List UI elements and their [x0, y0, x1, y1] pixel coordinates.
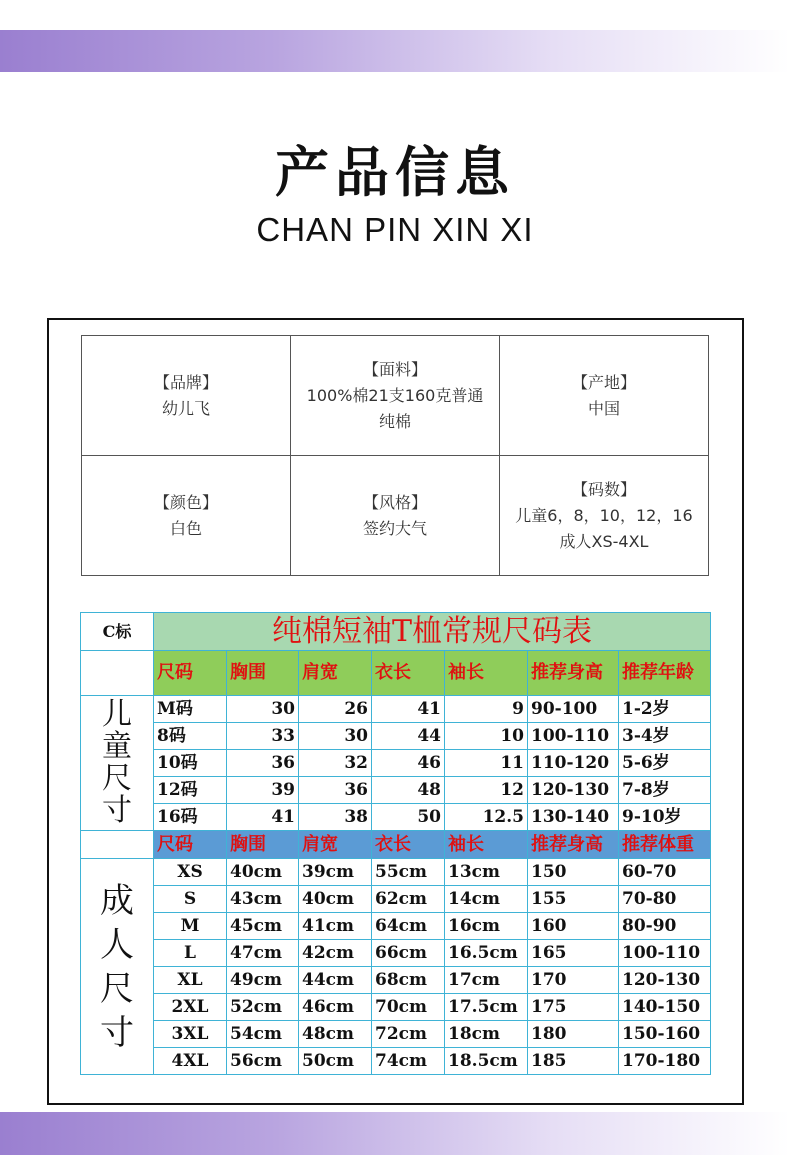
- table-cell: M码: [154, 696, 227, 723]
- table-cell: 9-10岁: [619, 804, 711, 831]
- table-cell: 43cm: [227, 886, 299, 913]
- table-cell: 175: [528, 994, 619, 1021]
- table-cell: 160: [528, 913, 619, 940]
- table-row: [81, 859, 711, 886]
- table-cell: 130-140: [528, 804, 619, 831]
- column-header: 推荐身高: [528, 831, 619, 859]
- table-cell: 17.5cm: [445, 994, 528, 1021]
- table-row: [81, 994, 711, 1021]
- info-label: 【码数】: [571, 479, 636, 499]
- info-row: [82, 456, 709, 576]
- column-header: 推荐体重: [619, 831, 711, 859]
- table-cell: 36: [299, 777, 372, 804]
- info-cell: [500, 336, 709, 456]
- table-cell: 12.5: [445, 804, 528, 831]
- table-cell: 100-110: [619, 940, 711, 967]
- table-cell: 72cm: [372, 1021, 445, 1048]
- info-cell: [82, 456, 291, 576]
- table-cell: 66cm: [372, 940, 445, 967]
- table-cell: 18cm: [445, 1021, 528, 1048]
- info-label: 【面料】: [362, 359, 427, 379]
- info-row: [82, 336, 709, 456]
- table-cell: 40cm: [227, 859, 299, 886]
- table-cell: 41cm: [299, 913, 372, 940]
- column-header: 尺码: [154, 831, 227, 859]
- table-cell: 18.5cm: [445, 1048, 528, 1075]
- column-header: 衣长: [372, 831, 445, 859]
- chart-title: 纯棉短袖T桖常规尺码表: [154, 613, 711, 651]
- column-header: 尺码: [154, 651, 227, 696]
- table-cell: 120-130: [528, 777, 619, 804]
- table-cell: 17cm: [445, 967, 528, 994]
- table-cell: 38: [299, 804, 372, 831]
- table-cell: 16cm: [445, 913, 528, 940]
- table-cell: 41: [227, 804, 299, 831]
- table-cell: 30: [227, 696, 299, 723]
- table-cell: 50: [372, 804, 445, 831]
- table-cell: M: [154, 913, 227, 940]
- table-cell: 62cm: [372, 886, 445, 913]
- table-cell: 44: [372, 723, 445, 750]
- table-cell: 32: [299, 750, 372, 777]
- table-cell: XS: [154, 859, 227, 886]
- info-label: 【产地】: [571, 372, 636, 392]
- tag-cell: C标: [81, 613, 154, 651]
- table-cell: 10码: [154, 750, 227, 777]
- info-value: 幼儿飞: [161, 398, 210, 418]
- table-cell: L: [154, 940, 227, 967]
- top-banner: [0, 30, 790, 72]
- column-header: 胸围: [227, 651, 299, 696]
- table-cell: 26: [299, 696, 372, 723]
- table-cell: 48: [372, 777, 445, 804]
- bottom-banner: [0, 1112, 790, 1155]
- table-cell: 185: [528, 1048, 619, 1075]
- table-cell: 3-4岁: [619, 723, 711, 750]
- table-row: [81, 967, 711, 994]
- table-cell: 155: [528, 886, 619, 913]
- kids-section-label: 儿童尺寸: [81, 696, 154, 831]
- table-row: [81, 804, 711, 831]
- table-cell: 70cm: [372, 994, 445, 1021]
- info-cell: [82, 336, 291, 456]
- column-header: 袖长: [445, 831, 528, 859]
- column-header: 肩宽: [299, 831, 372, 859]
- table-cell: 60-70: [619, 859, 711, 886]
- table-cell: 70-80: [619, 886, 711, 913]
- title-row: [81, 613, 711, 651]
- table-cell: 7-8岁: [619, 777, 711, 804]
- table-cell: 1-2岁: [619, 696, 711, 723]
- table-cell: 42cm: [299, 940, 372, 967]
- product-info-table: [81, 335, 709, 576]
- table-cell: 4XL: [154, 1048, 227, 1075]
- adult-section-label: 成人尺寸: [81, 859, 154, 1075]
- table-cell: 52cm: [227, 994, 299, 1021]
- header-row: [81, 651, 711, 696]
- table-cell: 16码: [154, 804, 227, 831]
- column-header: 衣长: [372, 651, 445, 696]
- table-cell: 90-100: [528, 696, 619, 723]
- table-cell: 80-90: [619, 913, 711, 940]
- table-cell: 39: [227, 777, 299, 804]
- info-value: 白色: [169, 518, 202, 538]
- info-cell: [291, 456, 500, 576]
- table-cell: 14cm: [445, 886, 528, 913]
- table-cell: 8码: [154, 723, 227, 750]
- info-value: 中国: [587, 398, 620, 418]
- table-cell: 180: [528, 1021, 619, 1048]
- table-cell: 5-6岁: [619, 750, 711, 777]
- column-header: 肩宽: [299, 651, 372, 696]
- table-cell: S: [154, 886, 227, 913]
- table-cell: 110-120: [528, 750, 619, 777]
- table-cell: 12码: [154, 777, 227, 804]
- table-cell: 39cm: [299, 859, 372, 886]
- table-cell: 170-180: [619, 1048, 711, 1075]
- table-cell: 16.5cm: [445, 940, 528, 967]
- size-chart: [80, 612, 711, 1075]
- info-value: 签约大气: [362, 518, 427, 538]
- table-cell: 45cm: [227, 913, 299, 940]
- table-cell: 46: [372, 750, 445, 777]
- table-cell: 54cm: [227, 1021, 299, 1048]
- table-cell: 55cm: [372, 859, 445, 886]
- info-cell: [291, 336, 500, 456]
- table-cell: 49cm: [227, 967, 299, 994]
- table-cell: XL: [154, 967, 227, 994]
- table-cell: 10: [445, 723, 528, 750]
- table-cell: 68cm: [372, 967, 445, 994]
- table-cell: 165: [528, 940, 619, 967]
- table-row: [81, 696, 711, 723]
- column-header: 推荐身高: [528, 651, 619, 696]
- table-cell: 46cm: [299, 994, 372, 1021]
- table-cell: 48cm: [299, 1021, 372, 1048]
- table-cell: 41: [372, 696, 445, 723]
- info-value: 100%棉21支160克普通纯棉: [306, 385, 484, 431]
- table-cell: 56cm: [227, 1048, 299, 1075]
- table-cell: 150-160: [619, 1021, 711, 1048]
- page-subtitle: CHAN PIN XIN XI: [256, 211, 534, 248]
- table-cell: 36: [227, 750, 299, 777]
- table-cell: 100-110: [528, 723, 619, 750]
- table-row: [81, 1048, 711, 1075]
- table-cell: 3XL: [154, 1021, 227, 1048]
- table-cell: 40cm: [299, 886, 372, 913]
- table-cell: 33: [227, 723, 299, 750]
- table-cell: 30: [299, 723, 372, 750]
- table-cell: 9: [445, 696, 528, 723]
- table-cell: 12: [445, 777, 528, 804]
- table-cell: 170: [528, 967, 619, 994]
- table-cell: 64cm: [372, 913, 445, 940]
- table-cell: 11: [445, 750, 528, 777]
- blank-cell: [81, 831, 154, 859]
- table-cell: 13cm: [445, 859, 528, 886]
- page-title: 产品信息: [275, 141, 515, 204]
- table-row: [81, 777, 711, 804]
- info-cell: [500, 456, 709, 576]
- table-cell: 2XL: [154, 994, 227, 1021]
- table-cell: 120-130: [619, 967, 711, 994]
- table-cell: 74cm: [372, 1048, 445, 1075]
- column-header: 胸围: [227, 831, 299, 859]
- table-row: [81, 913, 711, 940]
- table-cell: 44cm: [299, 967, 372, 994]
- table-row: [81, 723, 711, 750]
- header-row: [81, 831, 711, 859]
- table-row: [81, 750, 711, 777]
- table-row: [81, 940, 711, 967]
- table-cell: 47cm: [227, 940, 299, 967]
- info-value: 儿童6，8，10，12，16 成人XS-4XL: [515, 505, 693, 551]
- table-cell: 150: [528, 859, 619, 886]
- info-label: 【颜色】: [153, 492, 218, 512]
- info-label: 【品牌】: [153, 372, 218, 392]
- table-cell: 140-150: [619, 994, 711, 1021]
- column-header: 推荐年龄: [619, 651, 711, 696]
- info-label: 【风格】: [362, 492, 427, 512]
- table-cell: 50cm: [299, 1048, 372, 1075]
- blank-cell: [81, 651, 154, 696]
- table-row: [81, 1021, 711, 1048]
- table-row: [81, 886, 711, 913]
- column-header: 袖长: [445, 651, 528, 696]
